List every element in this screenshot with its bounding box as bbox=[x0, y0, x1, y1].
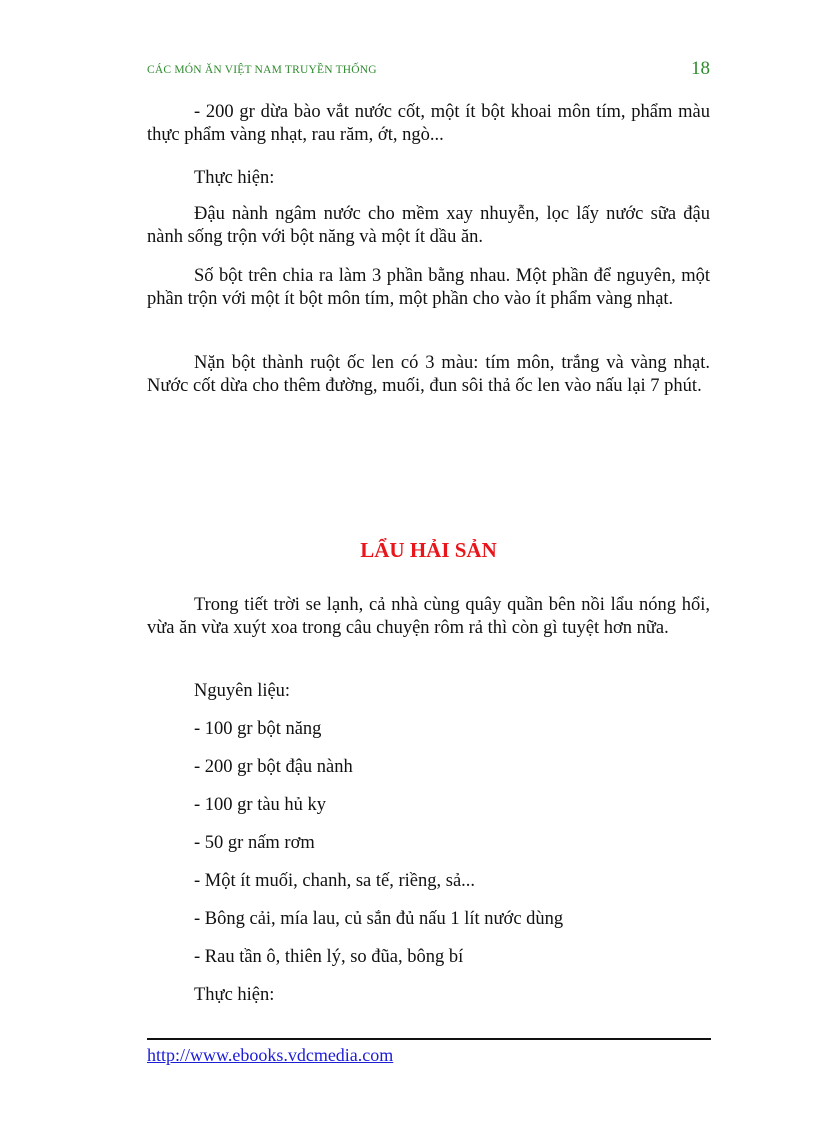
recipe-intro: Trong tiết trời se lạnh, cả nhà cùng quây quần bên nồi lẩu nóng hổi, vừa ăn vừa xuýt xoa trong câu chuyện rôm rả thì còn gì tuyệt hơn nữa. bbox=[147, 595, 710, 638]
recipe-title: LẨU HẢI SẢN bbox=[360, 538, 497, 562]
ingredient-line-coconut: - 200 gr dừa bào vắt nước cốt, một ít bột khoai môn tím, phẩm màu thực phẩm vàng nhạt, rau răm, ớt, ngò... bbox=[147, 102, 710, 145]
running-header-title: CÁC MÓN ĂN VIỆT NAM TRUYỀN THỐNG bbox=[147, 64, 377, 76]
ingredient-item: - 100 gr bột năng bbox=[194, 719, 322, 739]
steps-label: Thực hiện: bbox=[194, 168, 275, 188]
step-paragraph-3: Nặn bột thành ruột ốc len có 3 màu: tím môn, trắng và vàng nhạt. Nước cốt dừa cho thêm đường, muối, đun sôi thả ốc len vào nấu lại 7 phút. bbox=[147, 353, 710, 396]
ingredient-item: - Một ít muối, chanh, sa tế, riềng, sả... bbox=[194, 871, 476, 891]
recipe-steps-label: Thực hiện: bbox=[194, 985, 275, 1005]
ingredient-item: - Rau tần ô, thiên lý, so đũa, bông bí bbox=[194, 947, 464, 967]
ingredient-item: - 50 gr nấm rơm bbox=[194, 833, 315, 853]
ingredients-label: Nguyên liệu: bbox=[194, 681, 291, 701]
step-paragraph-1: Đậu nành ngâm nước cho mềm xay nhuyễn, lọc lấy nước sữa đậu nành sống trộn với bột năng và một ít dầu ăn. bbox=[147, 204, 710, 247]
footer-link[interactable]: http://www.ebooks.vdcmedia.com bbox=[147, 1045, 394, 1065]
ingredient-item: - 100 gr tàu hủ ky bbox=[194, 795, 327, 815]
ingredient-item: - Bông cải, mía lau, củ sắn đủ nấu 1 lít nước dùng bbox=[194, 909, 564, 929]
step-paragraph-2: Số bột trên chia ra làm 3 phần bằng nhau. Một phần để nguyên, một phần trộn với một ít bột môn tím, một phần cho vào ít phẩm vàng nhạt. bbox=[147, 266, 710, 309]
page-number: 18 bbox=[691, 58, 710, 79]
ingredient-item: - 200 gr bột đậu nành bbox=[194, 757, 353, 777]
footer-divider bbox=[147, 1038, 711, 1040]
